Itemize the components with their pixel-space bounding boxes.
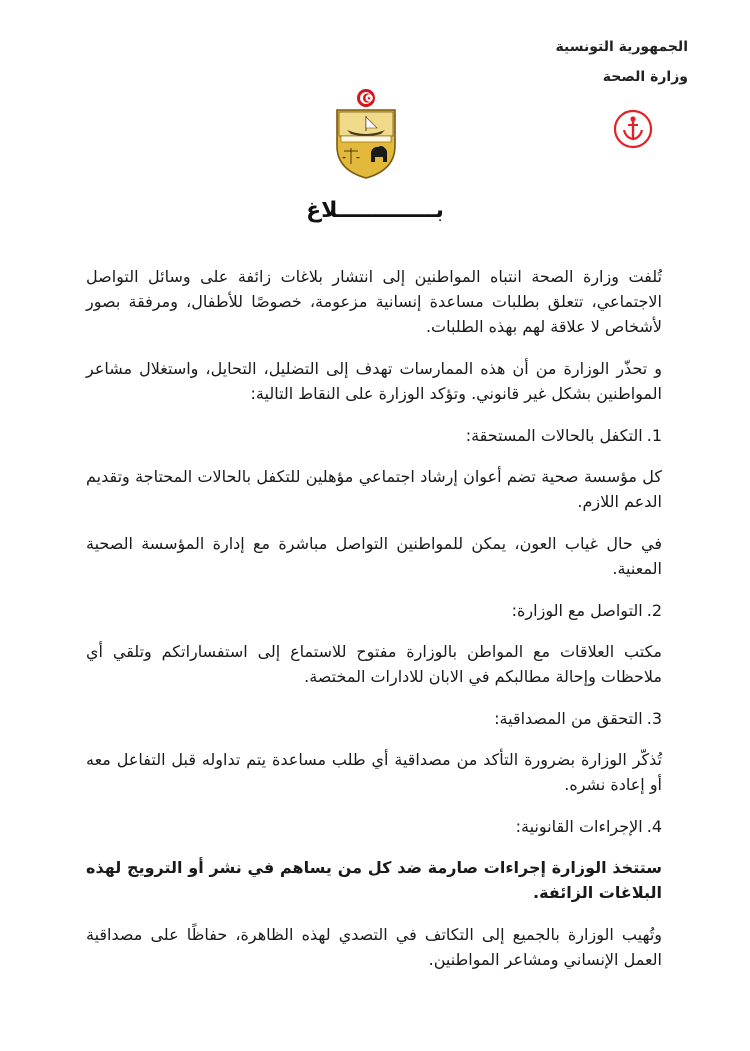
warning-paragraph: و تحذّر الوزارة من أن هذه الممارسات تهدف إلى التضليل، التحايل، واستغلال مشاعر المواطنين بشكل غير قانوني. وتؤكد الوزارة على النقاط التالية: bbox=[86, 359, 662, 403]
intro-paragraph: تُلفت وزارة الصحة انتباه المواطنين إلى انتشار بلاغات زائفة على وسائل التواصل الاجتماعي، تتعلق بطلبات مساعدة إنسانية مزعومة، خصوصًا للأطفال، ومرفقة بصور لأشخاص لا علاقة لهم بهذه الطلبات. bbox=[86, 267, 662, 336]
section-heading bbox=[86, 598, 662, 623]
section-title: التواصل مع الوزارة: bbox=[511, 601, 643, 620]
section-title: التكفل بالحالات المستحقة: bbox=[465, 426, 643, 445]
section-number: 2. bbox=[646, 601, 662, 620]
country-name: الجمهورية التونسية bbox=[555, 39, 688, 55]
document-body bbox=[86, 264, 662, 989]
section-number: 3. bbox=[646, 709, 662, 728]
coat-of-arms-icon bbox=[333, 88, 399, 180]
section-paragraph: تُذكّر الوزارة بضرورة التأكد من مصداقية أي طلب مساعدة يتم تداوله قبل التفاعل معه أو إعادة نشره. bbox=[86, 750, 662, 794]
legal-warning-paragraph: ستتخذ الوزارة إجراءات صارمة ضد كل من يساهم في نشر أو الترويج لهذه البلاغات الزائفة. bbox=[86, 858, 662, 902]
section-heading bbox=[86, 706, 662, 731]
health-ministry-logo-icon bbox=[613, 109, 653, 149]
section-title: التحقق من المصداقية: bbox=[494, 709, 643, 728]
section-number: 1. bbox=[646, 426, 662, 445]
letterhead bbox=[556, 32, 689, 92]
closing-paragraph: وتُهيب الوزارة بالجميع إلى التكاتف في التصدي لهذه الظاهرة، حفاظًا على مصداقية العمل الإنساني ومشاعر المواطنين. bbox=[86, 925, 662, 969]
ministry-name: وزارة الصحة bbox=[602, 69, 688, 85]
section-heading bbox=[86, 814, 662, 839]
section-title: الإجراءات القانونية: bbox=[515, 817, 643, 836]
section-heading bbox=[86, 423, 662, 448]
section-paragraph: في حال غياب العون، يمكن للمواطنين التواصل مباشرة مع إدارة المؤسسة الصحية المعنية. bbox=[86, 534, 662, 578]
section-paragraph: كل مؤسسة صحية تضم أعوان إرشاد اجتماعي مؤهلين للتكفل بالحالات المحتاجة وتقديم الدعم اللازم. bbox=[86, 467, 662, 511]
section-number: 4. bbox=[646, 817, 662, 836]
section-paragraph: مكتب العلاقات مع المواطن بالوزارة مفتوح للاستماع إلى استفساراتكم وتلقي أي ملاحظات وإحالة مطالبكم في الابان للادارات المختصة. bbox=[86, 642, 662, 686]
document-title: بـــــــــــــلاغ bbox=[306, 198, 444, 223]
